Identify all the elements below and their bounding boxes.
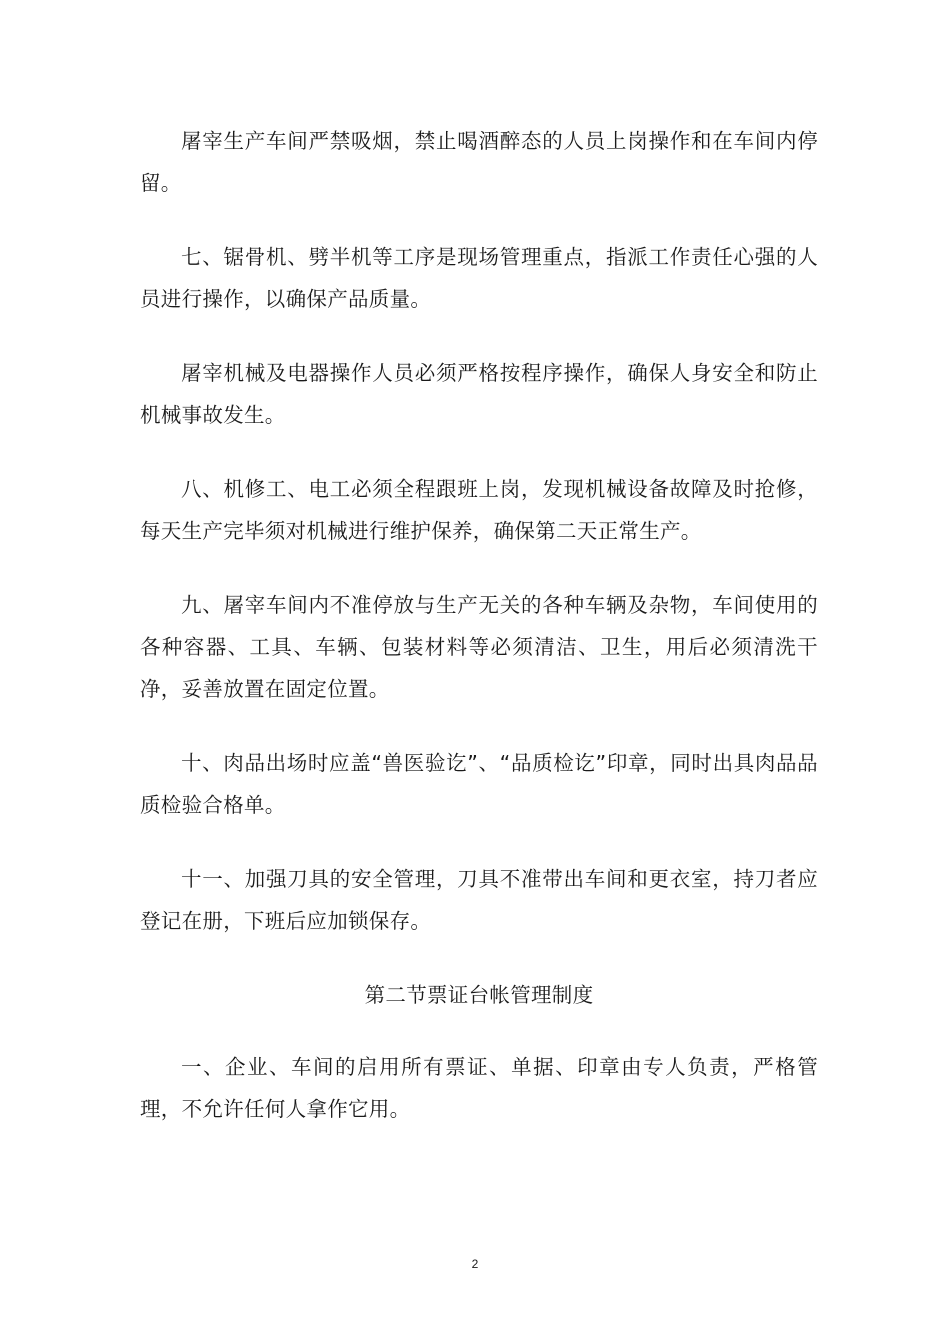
page-number: 2 (471, 1257, 479, 1271)
paragraph-rule-8: 八、机修工、电工必须全程跟班上岗，发现机械设备故障及时抢修，每天生产完毕须对机械进行维护保养，确保第二天正常生产。 (140, 477, 818, 543)
paragraph-rule-10: 十、肉品出场时应盖“兽医验讫”、“品质检讫”印章，同时出具肉品品质检验合格单。 (140, 751, 818, 817)
paragraph-rule-9: 九、屠宰车间内不准停放与生产无关的各种车辆及杂物，车间使用的各种容器、工具、车辆、包装材料等必须清洁、卫生，用后必须清洗干净，妥善放置在固定位置。 (140, 593, 818, 701)
paragraph-machine-operation: 屠宰机械及电器操作人员必须严格按程序操作，确保人身安全和防止机械事故发生。 (140, 361, 818, 427)
document-body (140, 120, 818, 1162)
paragraph-section-rule-1: 一、企业、车间的启用所有票证、单据、印章由专人负责，严格管理，不允许任何人拿作它用。 (140, 1055, 818, 1121)
paragraph-smoking-rule: 屠宰生产车间严禁吸烟，禁止喝酒醉态的人员上岗操作和在车间内停留。 (140, 129, 818, 195)
paragraph-rule-7: 七、锯骨机、劈半机等工序是现场管理重点，指派工作责任心强的人员进行操作，以确保产品质量。 (140, 245, 818, 311)
paragraph-rule-11: 十一、加强刀具的安全管理，刀具不准带出车间和更衣室，持刀者应登记在册，下班后应加锁保存。 (140, 867, 818, 933)
section-heading: 第二节票证台帐管理制度 (364, 983, 594, 1007)
